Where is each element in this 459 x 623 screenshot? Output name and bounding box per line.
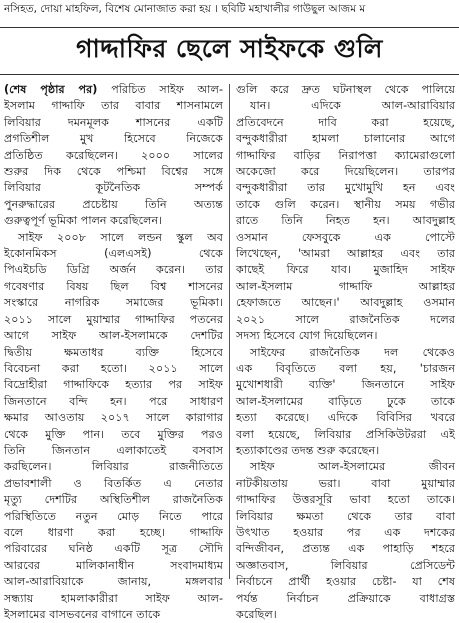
right-column-line-text: গাদ্দাফির উত্তরসূরি ভাবা হতো তাকে। xyxy=(236,493,455,507)
left-column-line xyxy=(4,131,223,147)
left-column-line xyxy=(4,115,223,131)
left-column-line xyxy=(4,574,223,590)
continued-from-last-page-label: (শেষ পৃষ্ঠার পর) xyxy=(4,83,112,96)
left-column-line-text: শুরুর দিক থেকে পশ্চিমা বিশ্বের সঙ্গে xyxy=(4,165,223,179)
right-column-line-text: আল-ইসলাম গাদ্দাফি আল্লাহর xyxy=(236,279,455,293)
left-column-line xyxy=(4,246,223,262)
right-column-line xyxy=(236,328,455,344)
right-column-line xyxy=(236,312,455,328)
left-column-line xyxy=(4,394,223,410)
left-column-line xyxy=(4,230,223,246)
left-column-line xyxy=(4,180,223,196)
right-column-line-text: বন্দুকধারীরা তার মুখোমুখি হন এবং xyxy=(236,181,455,195)
left-column-line-text: পিএইচডি ডিগ্রি অর্জন করেন। তার xyxy=(4,263,223,277)
right-column-line-text: নাটকীয়তায় ভরা। বাবা মুয়াম্মার xyxy=(236,476,455,490)
right-column-line xyxy=(236,345,455,361)
right-column-line-text: উৎখাত হওয়ার পর এক দশকের xyxy=(236,525,455,539)
right-column-line-text: করেছিল। xyxy=(236,608,277,621)
left-column-line xyxy=(4,443,223,459)
right-column-line-text: বন্দিজীবন, প্রত্যন্ত এক পাহাড়ি শহরে xyxy=(236,542,455,556)
left-column-line-text: বিবেচনা করা হতো। ২০১১ সালে xyxy=(4,361,223,375)
left-column-line xyxy=(4,328,223,344)
left-column-line xyxy=(4,377,223,393)
right-column-line-text: সাইফের রাজনৈতিক দল থেকেও xyxy=(250,345,455,359)
left-column-line xyxy=(4,509,223,525)
right-column-line xyxy=(236,262,455,278)
right-column-line xyxy=(236,295,455,311)
left-column-line-text: পরিচিত সাইফ আল- xyxy=(111,83,223,96)
left-column-line-text: লিবিয়ার কূটনৈতিক সম্পর্ক xyxy=(4,181,223,195)
right-column-line xyxy=(236,197,455,213)
right-column-line xyxy=(236,246,455,262)
right-column-line xyxy=(236,98,455,114)
left-column-line xyxy=(4,82,223,98)
right-column-line xyxy=(236,558,455,574)
left-column-line-text: প্রভাবশালী ও বিতর্কিত এ নেতার xyxy=(4,476,223,490)
left-column-line-text: সাইফ ২০০৮ সালে লন্ডন স্কুল অব xyxy=(18,230,223,244)
left-column-line-text: ইসলামের বাসভবনের বাগানে তাকে xyxy=(4,608,161,621)
left-column-line-text: দ্বিতীয় ক্ষমতাধর ব্যক্তি হিসেবে xyxy=(4,345,223,359)
right-column-line xyxy=(236,394,455,410)
left-column-line-text: জিনতানে বন্দি হন। পরে সাধারণ xyxy=(4,394,223,408)
right-column-line xyxy=(236,361,455,377)
left-column-line xyxy=(4,607,223,623)
right-column-line xyxy=(236,230,455,246)
left-column-line-text: আগে সাইফ আল-ইসলামকে দেশটির xyxy=(4,329,223,343)
right-column xyxy=(236,82,455,621)
right-column-line-text: লিখেছেন, 'আমরা আল্লাহর এবং তার xyxy=(236,247,455,261)
right-column-line xyxy=(236,115,455,131)
left-column-line xyxy=(4,98,223,114)
left-column-line xyxy=(4,197,223,213)
right-column-line xyxy=(236,164,455,180)
right-column-line xyxy=(236,541,455,557)
left-column-line-text: বিদ্রোহীরা গাদ্দাফিকে হত্যার পর সাইফ xyxy=(4,378,223,392)
right-column-line-text: বলা হয়েছে, লিবিয়ার প্রসিকিউটররা এই xyxy=(236,427,455,441)
left-column-line-text: পরিবারের ঘনিষ্ঠ একটি সূত্র সৌদি xyxy=(4,542,223,556)
right-column-line-text: লিবিয়ার ক্ষমতা থেকে তার বাবা xyxy=(236,509,455,523)
right-column-line-text: মুখোশধারী ব্যক্তি' জিনতানে সাইফ xyxy=(236,378,455,392)
left-column-line xyxy=(4,492,223,508)
right-column-line xyxy=(236,410,455,426)
right-column-line xyxy=(236,427,455,443)
right-column-line xyxy=(236,525,455,541)
right-column-line-text: হত্যা করেছে। এদিকে বিবিসির খবরে xyxy=(236,411,455,425)
left-column-line-text: প্রতিষ্ঠিত করেছিলেন। ২০০০ সালের xyxy=(4,148,223,162)
right-column-line xyxy=(236,213,455,229)
left-column-line-text: বলে ধারণা করা হচ্ছে। গাদ্দাফি xyxy=(4,525,223,539)
left-column-line xyxy=(4,525,223,541)
right-column-line-text: তাকে গুলি করেন। স্থানীয় সময় গভীর xyxy=(236,197,455,211)
left-column-line-text: সন্ধ্যায় হামলাকারীরা সাইফ আল- xyxy=(4,591,223,605)
right-column-line xyxy=(236,82,455,98)
right-column-line-text: ২০২১ সালে রাজনৈতিক দলের xyxy=(236,312,455,326)
top-photo-caption: নসিহত, দোয়া মাহফিল, বিশেষ মোনাজাত করা হয় । ছবিটি মহাখালীর গাউছুল আজম ম xyxy=(4,3,366,15)
left-column-line-text: প্রগতিশীল মুখ হিসেবে নিজেকে xyxy=(4,132,223,146)
right-column-line xyxy=(236,459,455,475)
right-column-line xyxy=(236,492,455,508)
left-column-line-text: গবেষণার বিষয় ছিল বিশ্ব শাসনের xyxy=(4,279,223,293)
right-column-line-text: এক বিবৃতিতে বলা হয়, 'চারজন xyxy=(236,361,455,375)
left-column-line xyxy=(4,427,223,443)
headline-rule xyxy=(0,74,459,75)
right-column-line-text: নির্বাচনে প্রার্থী হওয়ার চেষ্টা- যা শেষ xyxy=(236,575,455,589)
left-column-line xyxy=(4,262,223,278)
right-column-line-text: অকেজো করে দিয়েছিলেন। তারপর xyxy=(236,165,455,179)
right-column-line xyxy=(236,607,455,623)
right-column-line-text: অজ্ঞাতবাস, লিবিয়ার প্রেসিডেন্ট xyxy=(236,558,455,572)
left-column-line xyxy=(4,591,223,607)
right-column-line xyxy=(236,377,455,393)
left-column-line-text: ২০১১ সালে মুয়াম্মার গাদ্দাফির পতনের xyxy=(4,312,223,326)
right-column-line xyxy=(236,279,455,295)
right-column-line-text: হেফাজতে আছেন।' আবদুল্লাহ ওসমান xyxy=(236,296,455,310)
right-column-line-text: যান। এদিকে আল-আরাবিয়ার xyxy=(250,99,455,113)
left-column-line xyxy=(4,295,223,311)
left-column-line-text: লিবিয়ার দমনমূলক শাসনের একটি xyxy=(4,115,223,129)
left-column-line xyxy=(4,312,223,328)
left-column-line-text: থেকে মুক্তি পান। তবে মুক্তির পরও xyxy=(4,427,223,441)
right-column-line-text: আল-ইসলামের বাড়িতে ঢুকে তাকে xyxy=(236,394,455,408)
right-column-line-text: কাছেই ফিরে যাব। মুজাহিদ সাইফ xyxy=(236,263,455,277)
right-column-line-text: গুলি করে দ্রুত ঘটনাস্থল থেকে পালিয়ে xyxy=(236,83,455,96)
left-column-line-text: পুনরুদ্ধারের প্রচেষ্টায় তিনি অত্যন্ত xyxy=(4,197,223,211)
left-column-line xyxy=(4,459,223,475)
right-column-line-text: ওসমান ফেসবুকে এক পোস্টে xyxy=(236,230,455,244)
right-column-line xyxy=(236,180,455,196)
right-column-line-text: সদস্য হিসেবে যোগ দিয়েছিলেন। xyxy=(236,329,378,343)
article-body xyxy=(4,82,455,621)
left-column-line xyxy=(4,345,223,361)
left-column-line-text: তিনি জিনতান এলাকাতেই বসবাস xyxy=(4,443,223,457)
left-column-line xyxy=(4,279,223,295)
left-column-line-text: ক্ষমার আওতায় ২০১৭ সালে কারাগার xyxy=(4,411,223,425)
left-column xyxy=(4,82,223,621)
right-column-line-text: হত্যাকাণ্ডের তদন্ত শুরু করেছেন। xyxy=(236,443,380,457)
right-column-line xyxy=(236,591,455,607)
left-column-line-text: সংস্কারে নাগরিক সমাজের ভূমিকা। xyxy=(4,296,223,310)
right-column-line xyxy=(236,131,455,147)
left-column-line-text: আল-আরাবিয়াকে জানায়, মঙ্গলবার xyxy=(4,575,223,589)
right-column-line-text: বন্দুকধারীরা হামলা চালানোর আগে xyxy=(236,132,455,146)
right-column-line xyxy=(236,476,455,492)
right-column-line-text: সাইফ আল-ইসলামের জীবন xyxy=(250,460,455,474)
right-column-line-text: পর্যন্ত নির্বাচন প্রক্রিয়াকে বাধাগ্রস্ত xyxy=(236,591,455,605)
right-column-line xyxy=(236,509,455,525)
left-column-line-text: আরবের মালিকানাধীন সংবাদমাধ্যম xyxy=(4,558,223,572)
left-column-line xyxy=(4,213,223,229)
left-column-line xyxy=(4,541,223,557)
right-column-line-text: রাতে তিনি নিহত হন। আবদুল্লাহ xyxy=(236,214,455,228)
left-column-line-text: গুরুত্বপূর্ণ ভূমিকা পালন করেছিলেন। xyxy=(4,214,163,228)
right-column-line xyxy=(236,574,455,590)
right-column-line xyxy=(236,148,455,164)
left-column-line xyxy=(4,164,223,180)
left-column-line-text: মৃত্যু দেশটির অস্থিতিশীল রাজনৈতিক xyxy=(4,493,223,507)
left-column-line-text: ইকোনমিকস (এলএসই) থেকে xyxy=(4,247,223,261)
left-column-line-text: পরিস্থিতিতে নতুন মোড় নিতে পারে xyxy=(4,509,223,523)
left-column-line xyxy=(4,148,223,164)
left-column-line-text: ইসলাম গাদ্দাফি তার বাবার শাসনামলে xyxy=(4,99,223,113)
headline: গাদ্দাফির ছেলে সাইফকে গুলি xyxy=(76,33,383,63)
right-column-line-text: গাদ্দাফির বাড়ির নিরাপত্তা ক্যামেরাগুলো xyxy=(236,148,455,162)
left-column-line xyxy=(4,410,223,426)
left-column-line xyxy=(4,476,223,492)
left-column-line-text: করছিলেন। লিবিয়ার রাজনীতিতে xyxy=(4,460,223,474)
left-column-line xyxy=(4,558,223,574)
right-column-line xyxy=(236,443,455,459)
left-column-line xyxy=(4,361,223,377)
right-column-line-text: প্রতিবেদনে দাবি করা হয়েছে, xyxy=(236,115,455,129)
